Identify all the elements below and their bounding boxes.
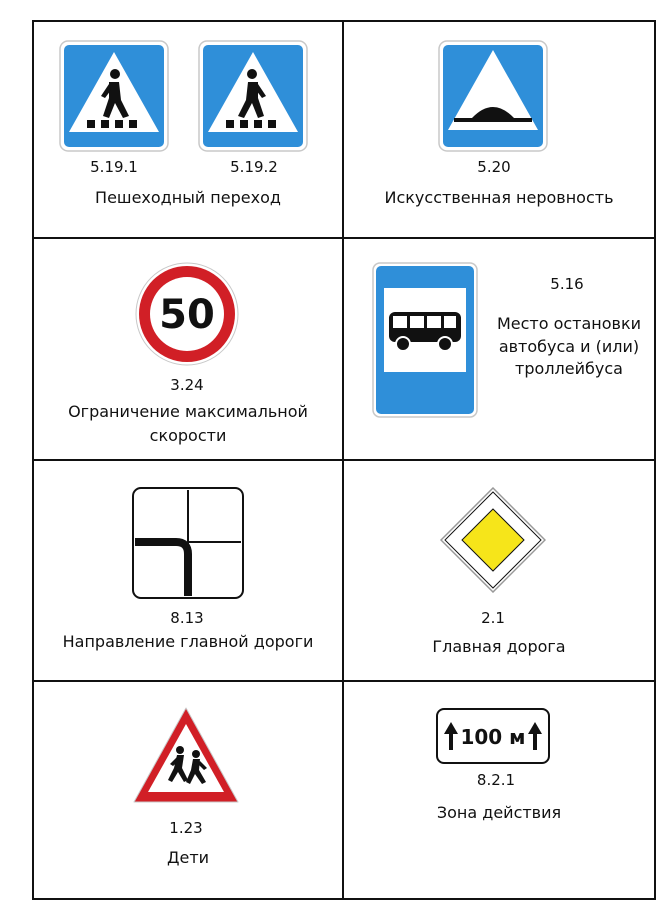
- table-divider-row-1: [32, 237, 656, 239]
- caption-zone: Зона действия: [436, 803, 562, 822]
- caption-main-road-direction: Направление главной дороги: [62, 632, 314, 651]
- table-divider-row-3: [32, 680, 656, 682]
- pedestrian-crossing-sign-left: [59, 40, 169, 152]
- table-divider-row-2: [32, 459, 656, 461]
- caption-bus-stop-line1: Место остановки: [496, 314, 642, 333]
- main-road-sign: [440, 487, 546, 593]
- caption-pedestrian-crossing: Пешеходный переход: [95, 188, 281, 207]
- caption-speed-bump: Искусственная неровность: [384, 188, 614, 207]
- sign-code-5-19-2: 5.19.2: [230, 158, 278, 176]
- sign-code-8-2-1: 8.2.1: [476, 771, 516, 789]
- speed-limit-value: 50: [159, 292, 215, 338]
- sign-code-2-1: 2.1: [481, 609, 505, 627]
- caption-speed-limit-line2: скорости: [149, 426, 227, 445]
- zone-plate-sign: [436, 708, 550, 764]
- zone-plate-text: 100 м: [460, 725, 526, 749]
- main-road-direction-sign: [132, 487, 244, 599]
- speed-limit-sign: [135, 262, 239, 366]
- caption-bus-stop-line3: троллейбуса: [515, 359, 623, 378]
- caption-children: Дети: [166, 848, 210, 867]
- caption-speed-limit-line1: Ограничение максимальной: [68, 402, 308, 421]
- caption-main-road: Главная дорога: [432, 637, 566, 656]
- pedestrian-crossing-sign-right: [198, 40, 308, 152]
- sign-code-5-16: 5.16: [550, 275, 584, 293]
- sign-code-3-24: 3.24: [170, 376, 204, 394]
- sign-code-5-19-1: 5.19.1: [90, 158, 138, 176]
- caption-bus-stop-line2: автобуса и (или): [498, 337, 640, 356]
- sign-code-1-23: 1.23: [169, 819, 203, 837]
- sign-code-5-20: 5.20: [477, 158, 511, 176]
- speed-bump-sign: [438, 40, 548, 152]
- sign-code-8-13: 8.13: [170, 609, 204, 627]
- bus-stop-sign: [372, 262, 478, 418]
- children-sign: [132, 706, 240, 806]
